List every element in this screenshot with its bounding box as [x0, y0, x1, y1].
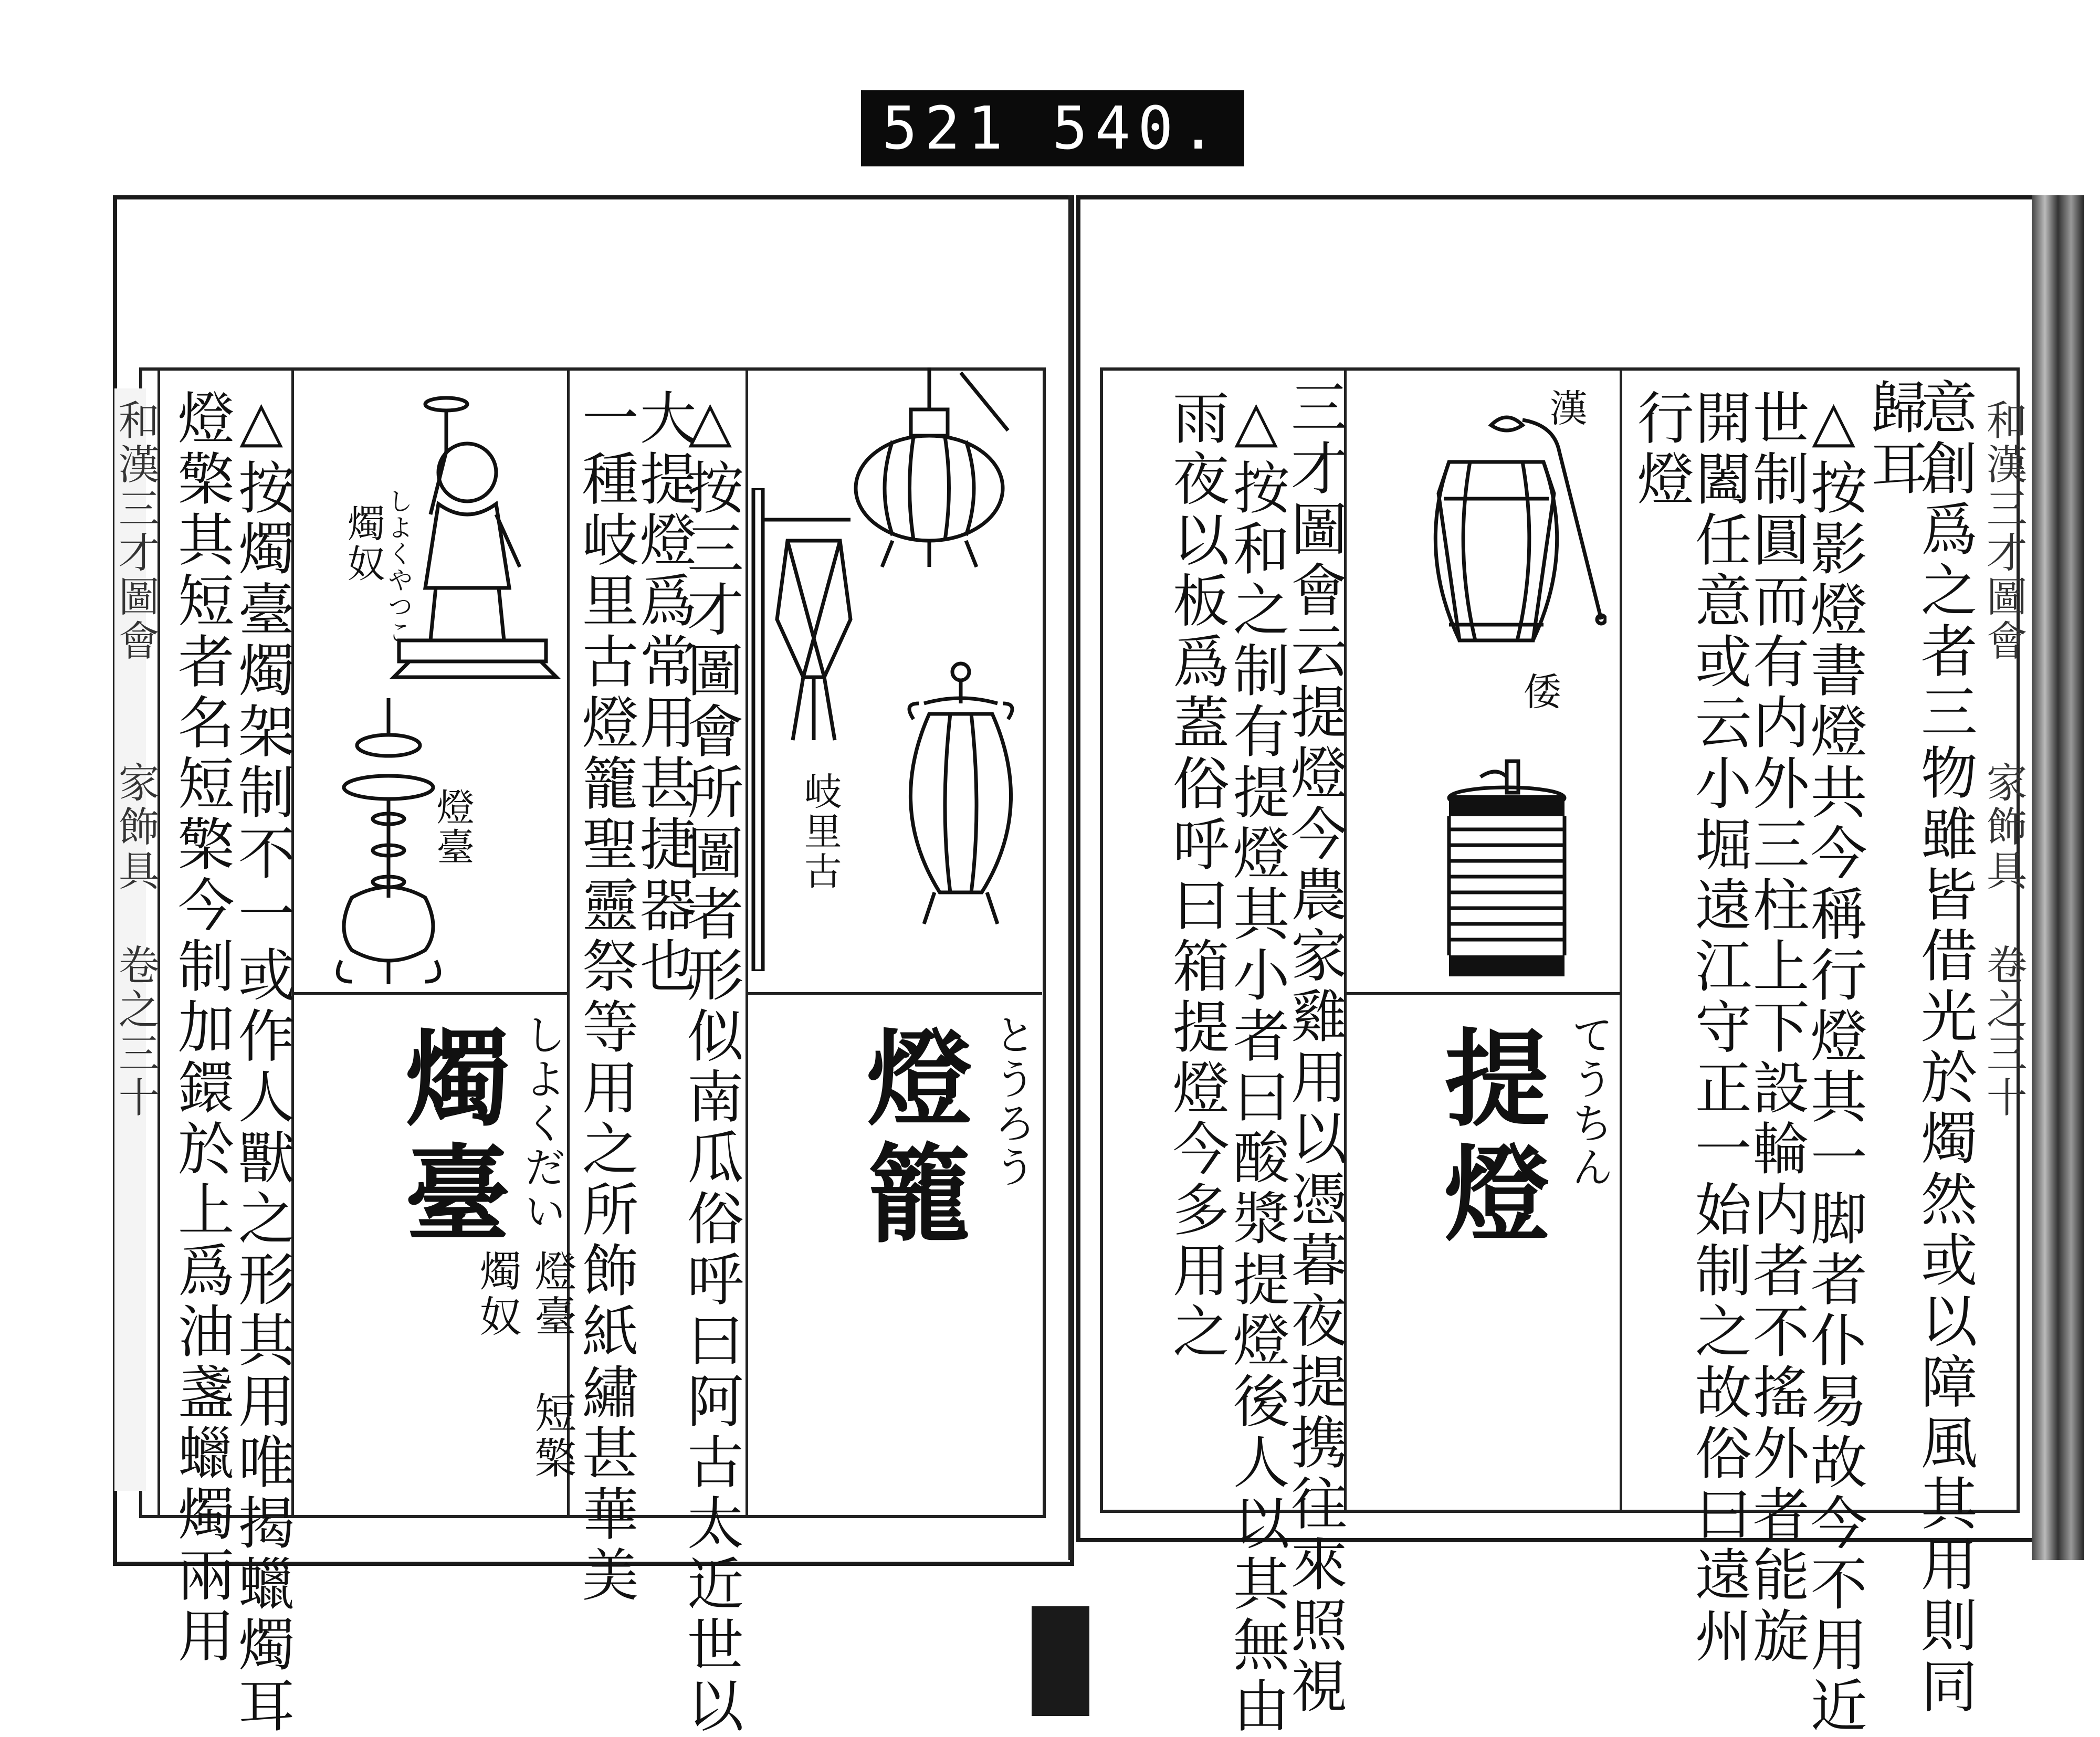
japanese-lantern-figure [1438, 756, 1575, 987]
right-divider-2 [1620, 367, 1622, 1512]
right-text-col-4: 世制圓而有内外三柱上下設輪内者不搖外者能旋 [1743, 388, 1809, 1667]
left-number: 521 [881, 94, 1011, 163]
left-margin-section: 家飾具 卷之三十 [111, 761, 159, 1120]
right-margin-section: 家飾具 卷之三十 [1979, 761, 2027, 1120]
standing-lantern-figure [892, 661, 1029, 934]
candle-servant-reading: しよくやつこ [383, 488, 413, 646]
right-text-col-2: 歸耳 [1861, 378, 1927, 500]
lantern-text-col-1: △按三才圖會所圖者形似南瓜俗呼曰阿古太近世以 [677, 388, 743, 1737]
lantern-text-col-2: 大提燈爲常用甚捷器也 [630, 388, 696, 997]
candle-servant-label: 燭奴 [341, 504, 385, 584]
book-spine-shadow [1032, 1606, 1089, 1716]
candle-aside-c: 燭奴 [472, 1249, 521, 1340]
paper-lantern-entry-title: 提燈 [1427, 1024, 1550, 1255]
kiriko-lantern-figure [746, 488, 866, 971]
candle-servant-figure [388, 388, 562, 682]
chinese-fig-label: 漢 [1543, 388, 1588, 428]
right-text-col-8: △按和之制有提燈其小者曰酸漿提燈後人以其無由 [1223, 388, 1289, 1737]
lantern-text-col-3: 一種岐里古燈籠聖靈祭等用之所飾紙繡甚華美 [572, 388, 638, 1606]
right-page-edge [2032, 195, 2084, 1560]
lantern-entry-reading: とうろう [987, 1013, 1036, 1189]
right-number: 540. [1052, 94, 1223, 163]
right-text-col-6: 行燈 [1628, 388, 1694, 510]
chinese-lantern-figure [1386, 394, 1606, 667]
left-lantern-hdivider [746, 992, 1042, 995]
kiriko-lantern-label: 岐里古 [797, 772, 842, 891]
lamp-stand-label: 燈臺 [430, 787, 475, 867]
candle-aside-a: 燈臺 [528, 1249, 576, 1340]
left-spine-edge [1068, 195, 1073, 1560]
right-margin-title: 和漢三才圖會 [1979, 399, 2027, 664]
left-candle-hdivider [291, 992, 567, 995]
right-text-col-3: △按影燈書燈共今稱行燈其一脚者仆易故今不用近 [1801, 388, 1867, 1737]
hanging-lantern-figure [840, 367, 1029, 588]
paper-lantern-entry-reading: てうちん [1564, 1013, 1613, 1189]
candle-text-col-2: 燈檠其短者名短檠今制加鐶於上爲油盞蠟燭兩用 [168, 388, 234, 1667]
right-hdivider [1344, 992, 1620, 995]
candle-text-col-1: △按燭臺燭架制不一或作人獸之形其用唯揭蠟燭耳 [228, 388, 295, 1737]
collection-number-label [861, 90, 1244, 166]
lantern-entry-title: 燈籠 [849, 1024, 973, 1255]
right-text-col-7: 三才圖會云提燈今農家雞用以憑暮夜提携往來照視 [1281, 378, 1347, 1718]
candle-aside-b: 短檠 [528, 1391, 576, 1481]
right-text-col-5: 開闔任意或云小堀遠江守正一始制之故俗曰遠州 [1685, 388, 1751, 1667]
left-margin-title: 和漢三才圖會 [111, 399, 159, 664]
left-divider-2 [567, 367, 570, 1517]
candle-entry-reading: しよくだい [517, 1013, 566, 1234]
right-text-col-9: 雨夜以板爲蓋俗呼曰箱提燈今多用之 [1163, 388, 1229, 1363]
right-text-col-1: 意創爲之者三物雖皆借光於燭然或以障風其用則同 [1911, 378, 1977, 1718]
candle-entry-title: 燭臺 [387, 1024, 511, 1255]
japanese-fig-label: 倭 [1517, 672, 1561, 712]
